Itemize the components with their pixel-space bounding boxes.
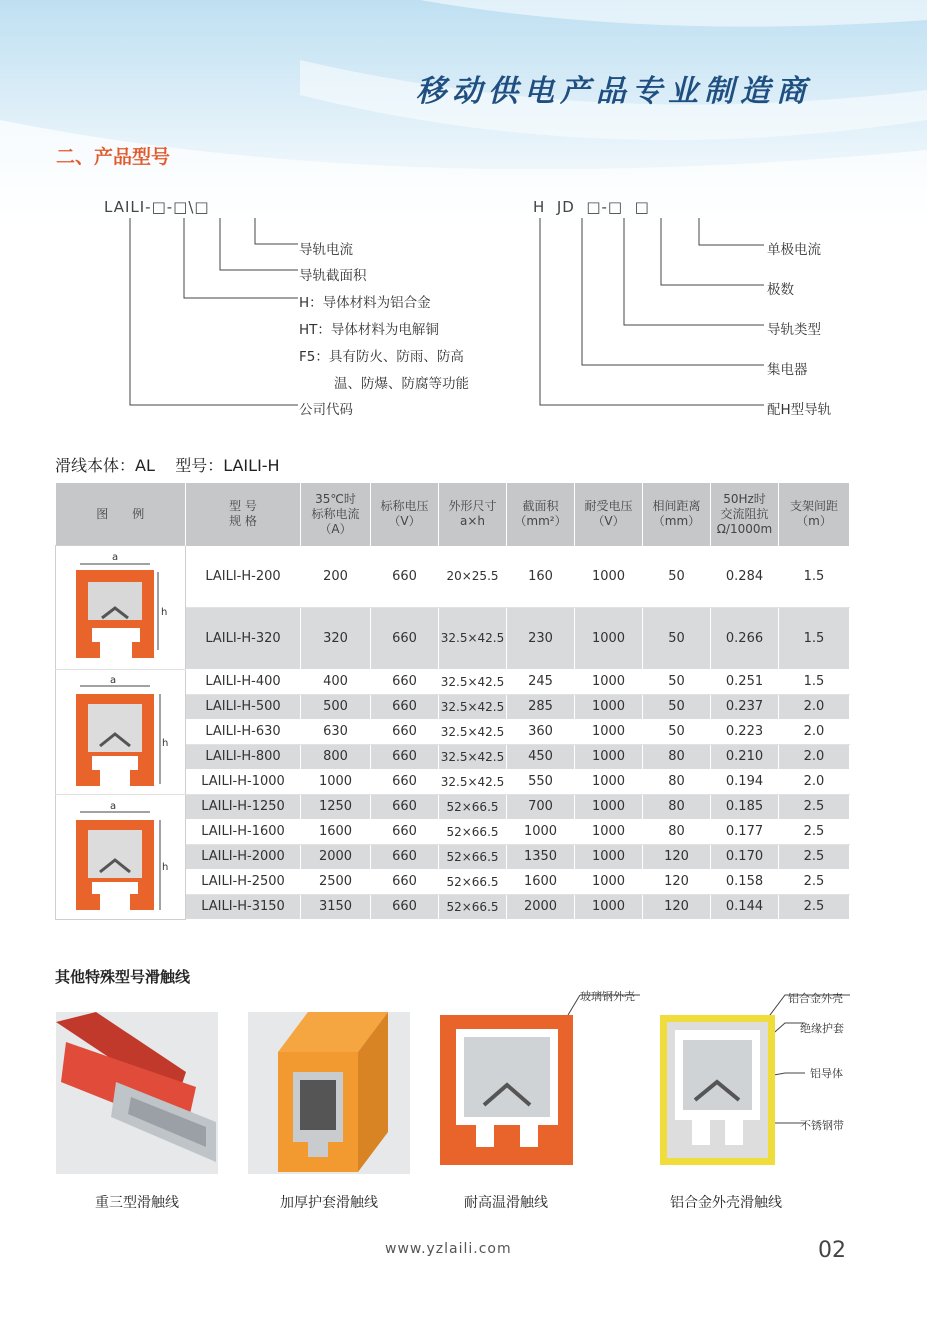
cell-impedance: 0.194 bbox=[711, 769, 779, 794]
cell-withstand-voltage: 1000 bbox=[575, 844, 643, 869]
left-label-3: H：导体材料为铝合金 bbox=[299, 295, 431, 311]
left-code-leader-lines bbox=[120, 212, 320, 417]
header-withstand-voltage: 耐受电压 （V） bbox=[575, 483, 643, 546]
cell-voltage: 660 bbox=[371, 769, 439, 794]
left-label-1: 导轨电流 bbox=[299, 242, 353, 258]
cell-current: 3150 bbox=[301, 894, 371, 919]
cell-withstand-voltage: 1000 bbox=[575, 719, 643, 744]
high-temp-diagram bbox=[440, 985, 640, 1170]
cell-withstand-voltage: 1000 bbox=[575, 894, 643, 919]
cell-voltage: 660 bbox=[371, 819, 439, 844]
cell-withstand-voltage: 1000 bbox=[575, 819, 643, 844]
cell-section-area: 450 bbox=[507, 744, 575, 769]
cell-dimension: 32.5×42.5 bbox=[439, 744, 507, 769]
right-label-1: 单极电流 bbox=[767, 242, 821, 258]
cell-phase-distance: 80 bbox=[643, 794, 711, 819]
cell-model: LAILI-H-200 bbox=[186, 546, 301, 608]
cell-impedance: 0.266 bbox=[711, 607, 779, 669]
header-model: 型 号 规 格 bbox=[186, 483, 301, 546]
cell-section-area: 1350 bbox=[507, 844, 575, 869]
right-label-3: 导轨类型 bbox=[767, 322, 821, 338]
header-phase-distance: 相间距离 （mm） bbox=[643, 483, 711, 546]
cell-phase-distance: 50 bbox=[643, 669, 711, 694]
cell-dimension: 52×66.5 bbox=[439, 819, 507, 844]
cell-section-area: 2000 bbox=[507, 894, 575, 919]
header-voltage: 标称电压 （V） bbox=[371, 483, 439, 546]
caption-heavy-rail: 重三型滑触线 bbox=[95, 1195, 179, 1211]
dim-label-a: a bbox=[112, 552, 119, 563]
cell-phase-distance: 50 bbox=[643, 694, 711, 719]
section-title: 二、产品型号 bbox=[56, 146, 171, 168]
cell-current: 1600 bbox=[301, 819, 371, 844]
cell-impedance: 0.251 bbox=[711, 669, 779, 694]
cell-impedance: 0.284 bbox=[711, 546, 779, 608]
cell-model: LAILI-H-2000 bbox=[186, 844, 301, 869]
cell-current: 400 bbox=[301, 669, 371, 694]
cell-dimension: 32.5×42.5 bbox=[439, 694, 507, 719]
page-number: 02 bbox=[818, 1238, 846, 1263]
cell-withstand-voltage: 1000 bbox=[575, 794, 643, 819]
cell-withstand-voltage: 1000 bbox=[575, 546, 643, 608]
right-label-5: 配H型导轨 bbox=[767, 402, 832, 418]
cell-voltage: 660 bbox=[371, 794, 439, 819]
cell-voltage: 660 bbox=[371, 894, 439, 919]
header-dimension: 外形尺寸 a×h bbox=[439, 483, 507, 546]
cell-current: 1250 bbox=[301, 794, 371, 819]
cell-model: LAILI-H-3150 bbox=[186, 894, 301, 919]
cell-dimension: 52×66.5 bbox=[439, 894, 507, 919]
right-label-2: 极数 bbox=[767, 282, 794, 298]
thick-sheath-photo bbox=[248, 1012, 410, 1174]
right-code-leader-lines bbox=[530, 212, 770, 417]
cell-impedance: 0.223 bbox=[711, 719, 779, 744]
rail-diagram-medium bbox=[62, 674, 177, 792]
cell-phase-distance: 80 bbox=[643, 744, 711, 769]
table-header-row bbox=[56, 483, 850, 546]
cell-section-area: 1000 bbox=[507, 819, 575, 844]
cell-dimension: 32.5×42.5 bbox=[439, 607, 507, 669]
left-label-5: F5：具有防火、防雨、防高 bbox=[299, 349, 464, 365]
cell-current: 630 bbox=[301, 719, 371, 744]
anno-stainless-strip: 不锈钢带 bbox=[800, 1119, 844, 1132]
cell-withstand-voltage: 1000 bbox=[575, 607, 643, 669]
cell-bracket-spacing: 2.0 bbox=[779, 769, 850, 794]
cell-current: 800 bbox=[301, 744, 371, 769]
cell-current: 500 bbox=[301, 694, 371, 719]
rail-diagram-large bbox=[62, 800, 177, 916]
cell-dimension: 32.5×42.5 bbox=[439, 769, 507, 794]
cell-impedance: 0.210 bbox=[711, 744, 779, 769]
caption-thick-sheath: 加厚护套滑触线 bbox=[280, 1195, 378, 1211]
cell-section-area: 285 bbox=[507, 694, 575, 719]
cell-section-area: 550 bbox=[507, 769, 575, 794]
header-impedance: 50Hz时 交流阻抗 Ω/1000m bbox=[711, 483, 779, 546]
header-background bbox=[0, 0, 927, 230]
cell-withstand-voltage: 1000 bbox=[575, 744, 643, 769]
left-label-4: HT：导体材料为电解铜 bbox=[299, 322, 439, 338]
cell-phase-distance: 80 bbox=[643, 819, 711, 844]
cell-section-area: 160 bbox=[507, 546, 575, 608]
left-label-7: 公司代码 bbox=[299, 402, 353, 418]
cell-phase-distance: 80 bbox=[643, 769, 711, 794]
cell-impedance: 0.144 bbox=[711, 894, 779, 919]
cell-impedance: 0.185 bbox=[711, 794, 779, 819]
anno-fiberglass-shell: 玻璃钢外壳 bbox=[580, 990, 635, 1003]
cell-section-area: 245 bbox=[507, 669, 575, 694]
cell-dimension: 32.5×42.5 bbox=[439, 669, 507, 694]
cell-phase-distance: 120 bbox=[643, 894, 711, 919]
header-legend: 图 例 bbox=[56, 483, 186, 546]
cell-voltage: 660 bbox=[371, 719, 439, 744]
cell-dimension: 32.5×42.5 bbox=[439, 719, 507, 744]
cell-voltage: 660 bbox=[371, 546, 439, 608]
cell-voltage: 660 bbox=[371, 669, 439, 694]
cell-impedance: 0.237 bbox=[711, 694, 779, 719]
cell-model: LAILI-H-630 bbox=[186, 719, 301, 744]
heavy-rail-photo bbox=[56, 1012, 218, 1174]
cell-current: 320 bbox=[301, 607, 371, 669]
footer-url: www.yzlaili.com bbox=[385, 1241, 512, 1257]
cell-current: 2000 bbox=[301, 844, 371, 869]
cell-bracket-spacing: 2.5 bbox=[779, 894, 850, 919]
cell-model: LAILI-H-320 bbox=[186, 607, 301, 669]
cell-withstand-voltage: 1000 bbox=[575, 694, 643, 719]
cell-bracket-spacing: 2.0 bbox=[779, 719, 850, 744]
cell-model: LAILI-H-400 bbox=[186, 669, 301, 694]
cell-current: 2500 bbox=[301, 869, 371, 894]
dim-label-h: h bbox=[162, 738, 169, 749]
header-section-area: 截面积 （mm²） bbox=[507, 483, 575, 546]
cell-model: LAILI-H-1600 bbox=[186, 819, 301, 844]
cell-bracket-spacing: 2.5 bbox=[779, 819, 850, 844]
anno-insulation-sheath: 绝缘护套 bbox=[800, 1022, 844, 1035]
cell-voltage: 660 bbox=[371, 694, 439, 719]
anno-aluminum-conductor: 铝导体 bbox=[810, 1067, 843, 1080]
right-label-4: 集电器 bbox=[767, 362, 808, 378]
cell-model: LAILI-H-2500 bbox=[186, 869, 301, 894]
cell-model: LAILI-H-800 bbox=[186, 744, 301, 769]
cell-impedance: 0.177 bbox=[711, 819, 779, 844]
cell-bracket-spacing: 2.0 bbox=[779, 694, 850, 719]
dim-label-a: a bbox=[110, 675, 117, 686]
dim-label-a: a bbox=[110, 801, 117, 812]
cell-voltage: 660 bbox=[371, 844, 439, 869]
cell-model: LAILI-H-1250 bbox=[186, 794, 301, 819]
cell-withstand-voltage: 1000 bbox=[575, 669, 643, 694]
special-heading: 其他特殊型号滑触线 bbox=[55, 968, 191, 986]
anno-aluminum-shell: 铝合金外壳 bbox=[788, 992, 843, 1005]
cell-bracket-spacing: 1.5 bbox=[779, 607, 850, 669]
cell-current: 200 bbox=[301, 546, 371, 608]
cell-bracket-spacing: 2.5 bbox=[779, 869, 850, 894]
cell-section-area: 700 bbox=[507, 794, 575, 819]
caption-aluminum-shell: 铝合金外壳滑触线 bbox=[670, 1195, 782, 1211]
cell-section-area: 230 bbox=[507, 607, 575, 669]
cell-bracket-spacing: 2.5 bbox=[779, 844, 850, 869]
cell-voltage: 660 bbox=[371, 607, 439, 669]
dim-label-h: h bbox=[162, 862, 169, 873]
left-label-2: 导轨截面积 bbox=[299, 268, 367, 284]
cell-impedance: 0.158 bbox=[711, 869, 779, 894]
cell-phase-distance: 120 bbox=[643, 844, 711, 869]
cell-withstand-voltage: 1000 bbox=[575, 869, 643, 894]
cell-dimension: 52×66.5 bbox=[439, 794, 507, 819]
left-label-6: 温、防爆、防腐等功能 bbox=[334, 376, 469, 392]
cell-phase-distance: 50 bbox=[643, 607, 711, 669]
cell-bracket-spacing: 1.5 bbox=[779, 546, 850, 608]
rail-diagram-small bbox=[62, 550, 177, 665]
header-slogan: 移动供电产品专业制造商 bbox=[416, 74, 812, 109]
cell-section-area: 360 bbox=[507, 719, 575, 744]
cell-section-area: 1600 bbox=[507, 869, 575, 894]
table-heading: 滑线本体：AL 型号：LAILI-H bbox=[55, 456, 280, 475]
cell-dimension: 20×25.5 bbox=[439, 546, 507, 608]
cell-bracket-spacing: 1.5 bbox=[779, 669, 850, 694]
cell-dimension: 52×66.5 bbox=[439, 844, 507, 869]
cell-dimension: 52×66.5 bbox=[439, 869, 507, 894]
cell-bracket-spacing: 2.5 bbox=[779, 794, 850, 819]
cell-impedance: 0.170 bbox=[711, 844, 779, 869]
cell-current: 1000 bbox=[301, 769, 371, 794]
cell-withstand-voltage: 1000 bbox=[575, 769, 643, 794]
header-current: 35℃时 标称电流 （A） bbox=[301, 483, 371, 546]
dim-label-h: h bbox=[161, 607, 168, 618]
cell-phase-distance: 120 bbox=[643, 869, 711, 894]
cell-phase-distance: 50 bbox=[643, 546, 711, 608]
right-model-code: H JD □-□ □ bbox=[533, 198, 650, 216]
cell-phase-distance: 50 bbox=[643, 719, 711, 744]
caption-high-temp: 耐高温滑触线 bbox=[464, 1195, 548, 1211]
cell-voltage: 660 bbox=[371, 869, 439, 894]
header-bracket-spacing: 支架间距 （m） bbox=[779, 483, 850, 546]
cell-bracket-spacing: 2.0 bbox=[779, 744, 850, 769]
cell-model: LAILI-H-1000 bbox=[186, 769, 301, 794]
cell-voltage: 660 bbox=[371, 744, 439, 769]
left-model-code: LAILI-□-□\□ bbox=[104, 198, 210, 216]
cell-model: LAILI-H-500 bbox=[186, 694, 301, 719]
